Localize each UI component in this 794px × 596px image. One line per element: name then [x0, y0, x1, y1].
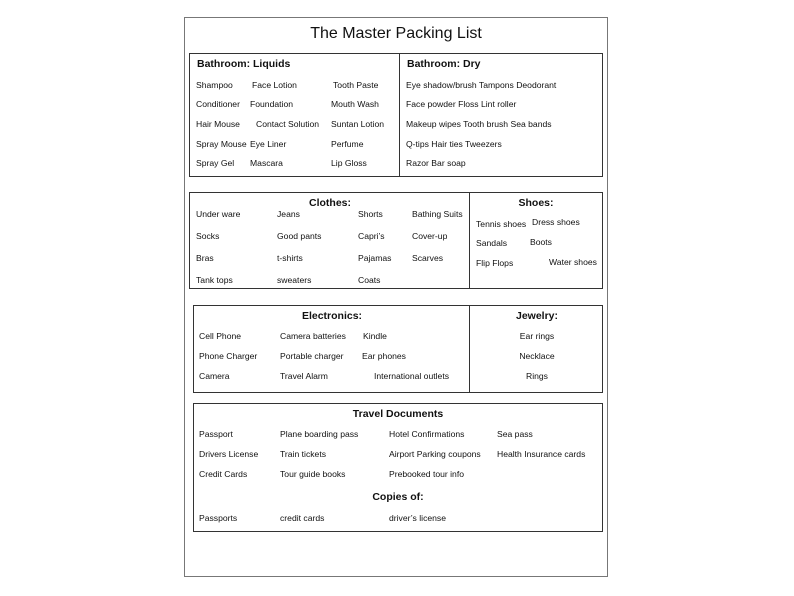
list-item: Cell Phone: [199, 331, 242, 341]
page-title: The Master Packing List: [310, 25, 482, 42]
list-item: Contact Solution: [256, 119, 320, 129]
list-item: t-shirts: [277, 253, 303, 263]
list-item: Jeans: [277, 209, 300, 219]
list-item: Kindle: [363, 331, 387, 341]
list-item: Mascara: [250, 158, 283, 168]
list-item: Tooth Paste: [333, 80, 379, 90]
shoes-heading: Shoes:: [518, 197, 554, 209]
list-item: Face Lotion: [252, 80, 297, 90]
list-item: Q-tips Hair ties Tweezers: [406, 139, 502, 149]
list-item: Train tickets: [280, 449, 327, 459]
list-item: Prebooked tour info: [389, 469, 465, 479]
list-item: Portable charger: [280, 351, 344, 361]
list-item: Phone Charger: [199, 351, 258, 361]
list-item: Dress shoes: [532, 217, 580, 227]
copies-heading: Copies of:: [372, 491, 424, 503]
list-item: Razor Bar soap: [406, 158, 466, 168]
list-item: Hair Mouse: [196, 119, 240, 129]
list-item: Shampoo: [196, 80, 233, 90]
electronics-divider: [469, 305, 470, 393]
list-item: Bras: [196, 253, 214, 263]
list-item: Good pants: [277, 231, 322, 241]
list-item: Credit Cards: [199, 469, 248, 479]
list-item: Cover-up: [412, 231, 448, 241]
list-item: Suntan Lotion: [331, 119, 385, 129]
list-item: Drivers License: [199, 449, 259, 459]
jewelry-heading: Jewelry:: [515, 310, 559, 322]
list-item: Capri’s: [358, 231, 385, 241]
list-item: Travel Alarm: [280, 371, 328, 381]
electronics-heading: Electronics:: [301, 310, 363, 322]
list-item: Necklace: [519, 351, 555, 361]
list-item: Hotel Confirmations: [389, 429, 465, 439]
list-item: Mouth Wash: [331, 99, 379, 109]
list-item: Flip Flops: [476, 258, 514, 268]
documents-heading: Travel Documents: [352, 408, 444, 420]
list-item: Tour guide books: [280, 469, 346, 479]
bathroom-dry-heading: Bathroom: Dry: [407, 58, 481, 70]
list-item: Lip Gloss: [331, 158, 367, 168]
list-item: Eye Liner: [250, 139, 287, 149]
list-item: Airport Parking coupons: [389, 449, 481, 459]
list-item: credit cards: [280, 513, 325, 523]
list-item: Makeup wipes Tooth brush Sea bands: [406, 119, 552, 129]
bathroom-liquids-heading: Bathroom: Liquids: [197, 58, 291, 70]
list-item: Bathing Suits: [412, 209, 463, 219]
list-item: Scarves: [412, 253, 444, 263]
list-item: Tank tops: [196, 275, 233, 285]
list-item: Camera batteries: [280, 331, 346, 341]
clothes-divider: [469, 192, 470, 289]
list-item: driver’s license: [389, 513, 446, 523]
list-item: sweaters: [277, 275, 312, 285]
list-item: Sea pass: [497, 429, 533, 439]
list-item: Spray Gel: [196, 158, 235, 168]
list-item: Perfume: [331, 139, 364, 149]
list-item: Tennis shoes: [476, 219, 527, 229]
list-item: Sandals: [476, 238, 508, 248]
list-item: Coats: [358, 275, 381, 285]
list-item: Under ware: [196, 209, 241, 219]
list-item: Eye shadow/brush Tampons Deodorant: [406, 80, 557, 90]
clothes-heading: Clothes:: [309, 197, 351, 209]
list-item: Pajamas: [358, 253, 392, 263]
bathroom-divider: [399, 53, 400, 177]
list-item: Conditioner: [196, 99, 240, 109]
list-item: Passports: [199, 513, 238, 523]
list-item: Water shoes: [549, 257, 597, 267]
list-item: Socks: [196, 231, 220, 241]
list-item: Camera: [199, 371, 230, 381]
list-item: Ear phones: [362, 351, 406, 361]
list-item: Shorts: [358, 209, 383, 219]
list-item: Foundation: [250, 99, 294, 109]
list-item: Spray Mouse: [196, 139, 247, 149]
list-item: Rings: [526, 371, 548, 381]
list-item: Face powder Floss Lint roller: [406, 99, 517, 109]
list-item: International outlets: [374, 371, 450, 381]
list-item: Plane boarding pass: [280, 429, 359, 439]
list-item: Passport: [199, 429, 233, 439]
list-item: Ear rings: [519, 331, 555, 341]
list-item: Health Insurance cards: [497, 449, 586, 459]
list-item: Boots: [530, 237, 552, 247]
